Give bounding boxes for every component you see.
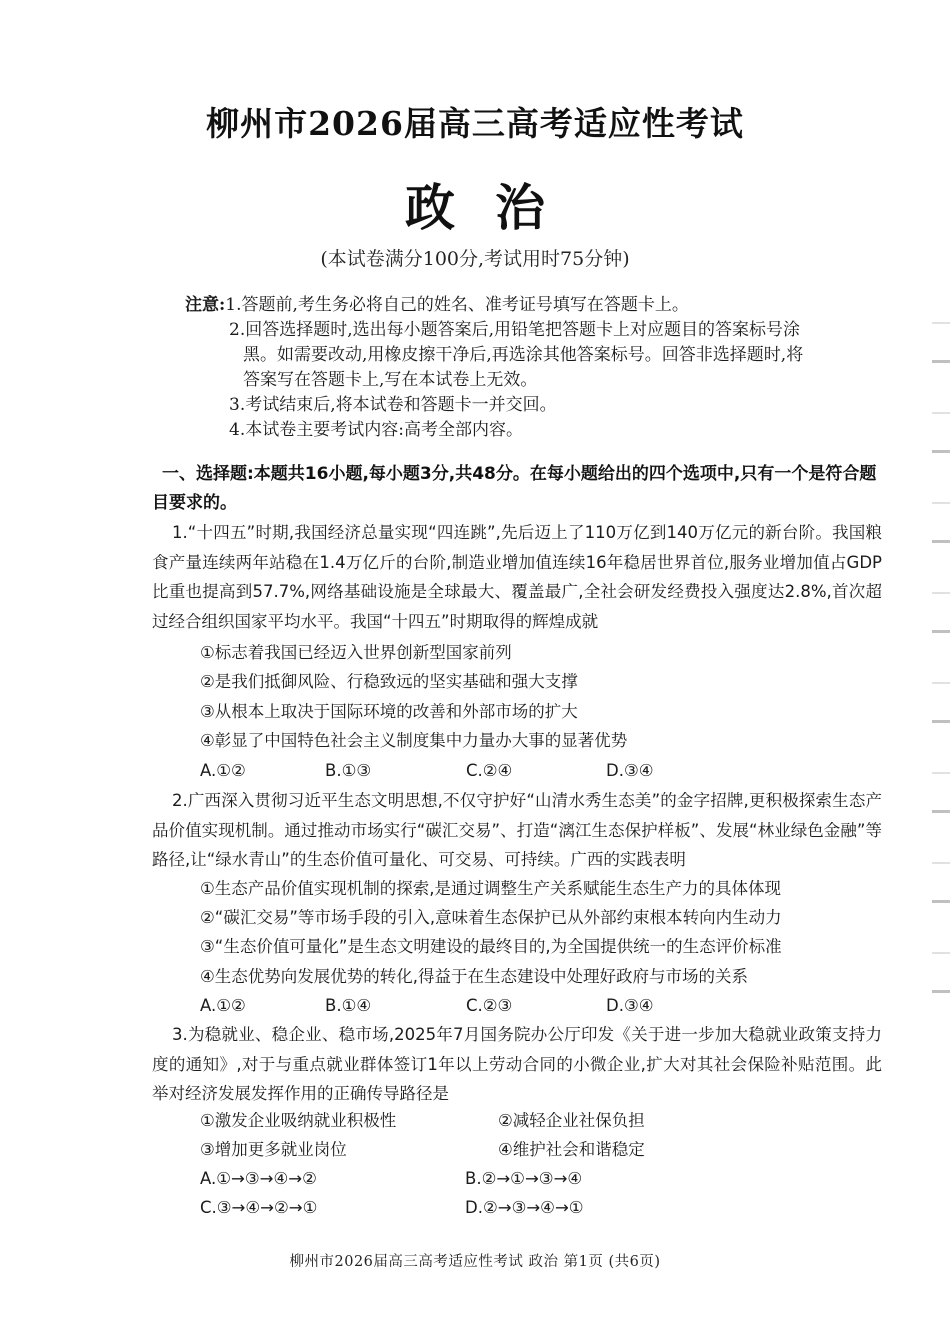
question-2-stem: 2.广西深入贯彻习近平生态文明思想,不仅守护好“山清水秀生态美”的金字招牌,更积极探索生态产品价值实现机制。通过推动市场实行“碳汇交易”、打造“漓江生态保护样板”、发展“林业绿色金融”等路径,让“绿水青山”的生态价值可量化、可交易、可持续。广西的实践表明 <box>152 791 882 869</box>
answer-choice-a: A.①② <box>200 761 246 780</box>
question-2-statement: ④生态优势向发展优势的转化,得益于在生态建设中处理好政府与市场的关系 <box>200 967 749 986</box>
exam-title: 柳州市2026届高三高考适应性考试 <box>206 104 744 143</box>
question-2-statement: ③“生态价值可量化”是生态文明建设的最终目的,为全国提供统一的生态评价标准 <box>200 937 782 956</box>
page-footer: 柳州市2026届高三高考适应性考试 政治 第1页 (共6页) <box>289 1254 661 1270</box>
notice-item: 黑。如需要改动,用橡皮擦干净后,再选涂其他答案标号。回答非选择题时,将 <box>243 345 804 365</box>
answer-choice-c: C.③→④→②→① <box>200 1198 318 1217</box>
question-2-statement: ②“碳汇交易”等市场手段的引入,意味着生态保护已从外部约束根本转向内生动力 <box>200 908 782 927</box>
question-3-statement: ②减轻企业社保负担 <box>498 1111 645 1130</box>
notice-label: 注意: <box>185 295 226 315</box>
question-1-statement: ①标志着我国已经迈入世界创新型国家前列 <box>200 643 512 662</box>
notice-block <box>185 293 845 443</box>
question-1-stem: 1.“十四五”时期,我国经济总量实现“四连跳”,先后迈上了110万亿到140万亿元的新台阶。我国粮食产量连续两年站稳在1.4万亿斤的台阶,制造业增加值连续16年稳居世界首位,服务业增加值占GDP比重也提高到57.7%,网络基础设施是全球最大、覆盖最广,全社会研发经费投入强度达2.8%,首次超过经合组织国家平均水平。我国“十四五”时期取得的辉煌成就 <box>152 523 882 631</box>
answer-choice-b: B.②→①→③→④ <box>465 1169 583 1188</box>
question-3-statement: ④维护社会和谐稳定 <box>498 1140 645 1159</box>
answer-choice-d: D.③④ <box>606 996 654 1015</box>
answer-choice-b: B.①④ <box>325 996 372 1015</box>
notice-item: 2.回答选择题时,选出每小题答案后,用铅笔把答题卡上对应题目的答案标号涂 <box>229 320 801 340</box>
subject-title: 政治 <box>405 178 585 237</box>
answer-choice-c: C.②③ <box>466 996 513 1015</box>
question-2-statement: ①生态产品价值实现机制的探索,是通过调整生产关系赋能生态生产力的具体体现 <box>200 879 782 898</box>
question-3-statement: ①激发企业吸纳就业积极性 <box>200 1111 397 1130</box>
answer-choice-a: A.①② <box>200 996 246 1015</box>
notice-item: 答案写在答题卡上,写在本试卷上无效。 <box>243 370 538 390</box>
answer-choice-c: C.②④ <box>466 761 513 780</box>
question-3-stem: 3.为稳就业、稳企业、稳市场,2025年7月国务院办公厅印发《关于进一步加大稳就业政策支持力度的通知》,对于与重点就业群体签订1年以上劳动合同的小微企业,扩大对其社会保险补贴范围。此举对经济发展发挥作用的正确传导路径是 <box>152 1025 882 1103</box>
question-1-statement: ②是我们抵御风险、行稳致远的坚实基础和强大支撑 <box>200 672 578 691</box>
answer-choice-b: B.①③ <box>325 761 372 780</box>
notice-item: 4.本试卷主要考试内容:高考全部内容。 <box>229 420 523 440</box>
notice-item: 1.答题前,考生务必将自己的姓名、准考证号填写在答题卡上。 <box>225 295 689 315</box>
answer-choice-d: D.②→③→④→① <box>465 1198 584 1217</box>
question-1-statement: ③从根本上取决于国际环境的改善和外部市场的扩大 <box>200 702 578 721</box>
section-heading: 一、选择题:本题共16小题,每小题3分,共48分。在每小题给出的四个选项中,只有一个是符合题目要求的。 <box>152 464 877 513</box>
answer-choice-a: A.①→③→④→② <box>200 1169 317 1188</box>
question-1-statement: ④彰显了中国特色社会主义制度集中力量办大事的显著优势 <box>200 731 628 750</box>
scan-edge-artifact <box>932 300 950 1020</box>
question-3-statement: ③增加更多就业岗位 <box>200 1140 347 1159</box>
score-time-note: (本试卷满分100分,考试用时75分钟) <box>320 248 630 270</box>
answer-choice-d: D.③④ <box>606 761 654 780</box>
notice-item: 3.考试结束后,将本试卷和答题卡一并交回。 <box>229 395 557 415</box>
